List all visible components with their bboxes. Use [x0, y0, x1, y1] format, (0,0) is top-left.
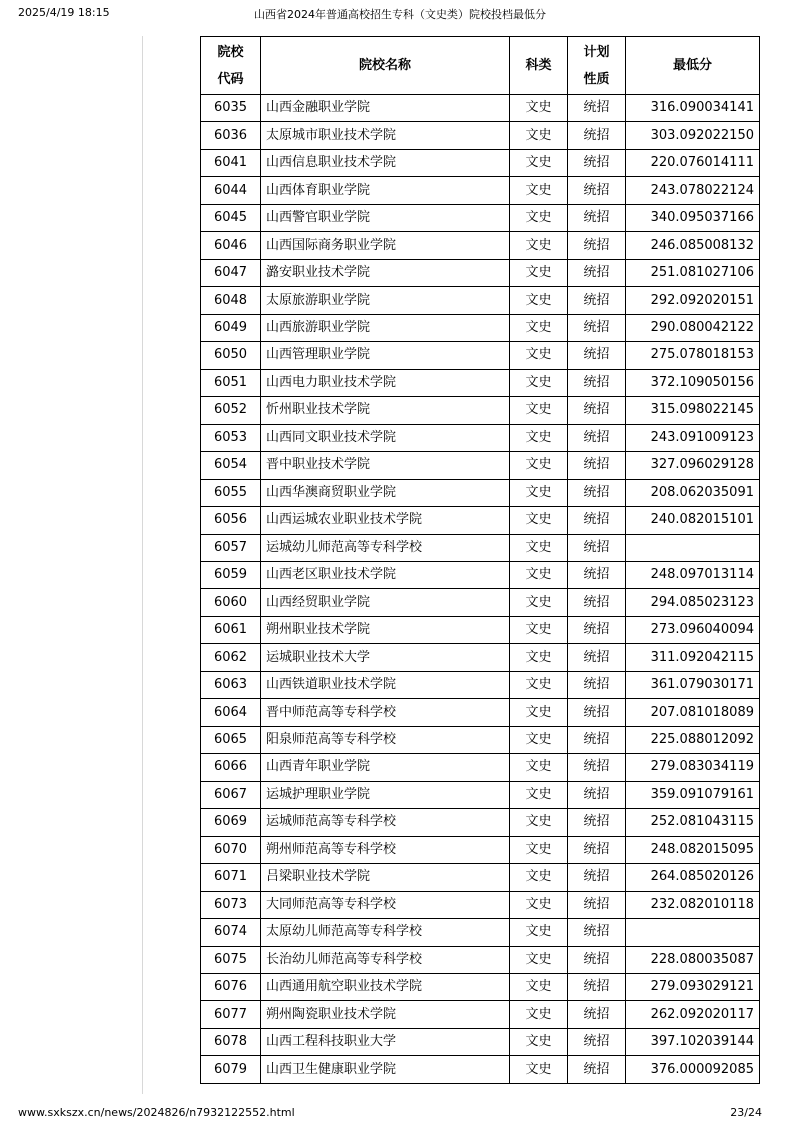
- cell-name: 山西金融职业学院: [261, 95, 510, 122]
- cell-name: 阳泉师范高等专科学校: [261, 726, 510, 753]
- cell-name: 山西铁道职业技术学院: [261, 671, 510, 698]
- cell-score: 273.096040094: [626, 616, 760, 643]
- cell-plan: 统招: [568, 671, 626, 698]
- cell-code: 6061: [201, 616, 261, 643]
- cell-score: 290.080042122: [626, 314, 760, 341]
- header-name: 院校名称: [261, 37, 510, 95]
- cell-name: 山西信息职业技术学院: [261, 149, 510, 176]
- cell-category: 文史: [510, 95, 568, 122]
- cell-category: 文史: [510, 342, 568, 369]
- table-row: [201, 974, 760, 1001]
- page-url: www.sxkszx.cn/news/2024826/n7932122552.html: [18, 1106, 295, 1119]
- cell-score: 361.079030171: [626, 671, 760, 698]
- cell-code: 6073: [201, 891, 261, 918]
- cell-plan: 统招: [568, 259, 626, 286]
- cell-category: 文史: [510, 397, 568, 424]
- cell-score: 315.098022145: [626, 397, 760, 424]
- cell-category: 文史: [510, 534, 568, 561]
- cell-plan: 统招: [568, 781, 626, 808]
- cell-plan: 统招: [568, 397, 626, 424]
- cell-code: 6074: [201, 919, 261, 946]
- cell-plan: 统招: [568, 809, 626, 836]
- cell-score: 208.062035091: [626, 479, 760, 506]
- page-number: 23/24: [730, 1106, 762, 1119]
- cell-name: 山西经贸职业学院: [261, 589, 510, 616]
- cell-score: 340.095037166: [626, 204, 760, 231]
- cell-name: 山西卫生健康职业学院: [261, 1056, 510, 1083]
- cell-code: 6077: [201, 1001, 261, 1028]
- cell-category: 文史: [510, 452, 568, 479]
- cell-score: 207.081018089: [626, 699, 760, 726]
- cell-code: 6069: [201, 809, 261, 836]
- cell-code: 6059: [201, 561, 261, 588]
- cell-score: 243.091009123: [626, 424, 760, 451]
- cell-plan: 统招: [568, 1001, 626, 1028]
- table-row: [201, 259, 760, 286]
- cell-plan: 统招: [568, 754, 626, 781]
- table-row: [201, 507, 760, 534]
- table-row: [201, 342, 760, 369]
- cell-category: 文史: [510, 1001, 568, 1028]
- cell-score: 327.096029128: [626, 452, 760, 479]
- cell-plan: 统招: [568, 974, 626, 1001]
- cell-category: 文史: [510, 864, 568, 891]
- header-code-line2: 代码: [217, 71, 244, 87]
- table-row: [201, 891, 760, 918]
- cell-name: 山西运城农业职业技术学院: [261, 507, 510, 534]
- cell-code: 6067: [201, 781, 261, 808]
- table-row: [201, 836, 760, 863]
- cell-code: 6056: [201, 507, 261, 534]
- cell-category: 文史: [510, 836, 568, 863]
- cell-code: 6062: [201, 644, 261, 671]
- cell-code: 6076: [201, 974, 261, 1001]
- table-row: [201, 644, 760, 671]
- cell-score: 251.081027106: [626, 259, 760, 286]
- cell-plan: 统招: [568, 864, 626, 891]
- cell-plan: 统招: [568, 1028, 626, 1055]
- table-row: [201, 452, 760, 479]
- cell-category: 文史: [510, 781, 568, 808]
- cell-code: 6071: [201, 864, 261, 891]
- cell-plan: 统招: [568, 726, 626, 753]
- table-header-row: [201, 37, 760, 95]
- cell-score: 248.097013114: [626, 561, 760, 588]
- header-score: 最低分: [626, 37, 760, 95]
- cell-code: 6052: [201, 397, 261, 424]
- cell-name: 太原城市职业技术学院: [261, 122, 510, 149]
- table-row: [201, 726, 760, 753]
- cell-name: 山西体育职业学院: [261, 177, 510, 204]
- cell-score: 275.078018153: [626, 342, 760, 369]
- cell-category: 文史: [510, 424, 568, 451]
- cell-plan: 统招: [568, 836, 626, 863]
- cell-plan: 统招: [568, 946, 626, 973]
- table-row: [201, 204, 760, 231]
- header-plan: [568, 37, 626, 95]
- cell-category: 文史: [510, 204, 568, 231]
- cell-category: 文史: [510, 369, 568, 396]
- cell-plan: 统招: [568, 891, 626, 918]
- cell-name: 运城师范高等专科学校: [261, 809, 510, 836]
- cell-category: 文史: [510, 946, 568, 973]
- cell-name: 山西国际商务职业学院: [261, 232, 510, 259]
- cell-plan: 统招: [568, 369, 626, 396]
- margin-divider: [142, 36, 143, 1094]
- cell-category: 文史: [510, 974, 568, 1001]
- cell-code: 6075: [201, 946, 261, 973]
- table-row: [201, 534, 760, 561]
- cell-code: 6066: [201, 754, 261, 781]
- cell-code: 6036: [201, 122, 261, 149]
- cell-code: 6046: [201, 232, 261, 259]
- page-title: 山西省2024年普通高校招生专科（文史类）院校投档最低分: [254, 8, 546, 21]
- cell-name: 吕梁职业技术学院: [261, 864, 510, 891]
- cell-plan: 统招: [568, 95, 626, 122]
- table-row: [201, 699, 760, 726]
- cell-code: 6049: [201, 314, 261, 341]
- cell-plan: 统招: [568, 452, 626, 479]
- table-row: [201, 1028, 760, 1055]
- table-row: [201, 671, 760, 698]
- cell-score: 240.082015101: [626, 507, 760, 534]
- cell-plan: 统招: [568, 616, 626, 643]
- cell-category: 文史: [510, 177, 568, 204]
- cell-code: 6045: [201, 204, 261, 231]
- cell-category: 文史: [510, 754, 568, 781]
- cell-category: 文史: [510, 1056, 568, 1083]
- table-row: [201, 589, 760, 616]
- header-code-line1: 院校: [217, 44, 244, 60]
- cell-name: 太原旅游职业学院: [261, 287, 510, 314]
- cell-score: 292.092020151: [626, 287, 760, 314]
- cell-score: 243.078022124: [626, 177, 760, 204]
- cell-name: 山西老区职业技术学院: [261, 561, 510, 588]
- cell-category: 文史: [510, 561, 568, 588]
- cell-category: 文史: [510, 644, 568, 671]
- cell-name: 长治幼儿师范高等专科学校: [261, 946, 510, 973]
- cell-plan: 统招: [568, 919, 626, 946]
- cell-code: 6054: [201, 452, 261, 479]
- table-row: [201, 287, 760, 314]
- cell-plan: 统招: [568, 507, 626, 534]
- cell-score: 359.091079161: [626, 781, 760, 808]
- cell-score: 262.092020117: [626, 1001, 760, 1028]
- cell-plan: 统招: [568, 122, 626, 149]
- cell-score: 376.000092085: [626, 1056, 760, 1083]
- cell-score: 220.076014111: [626, 149, 760, 176]
- cell-name: 山西旅游职业学院: [261, 314, 510, 341]
- cell-score: 232.082010118: [626, 891, 760, 918]
- cell-plan: 统招: [568, 149, 626, 176]
- header-code: [201, 37, 261, 95]
- cell-code: 6051: [201, 369, 261, 396]
- cell-code: 6050: [201, 342, 261, 369]
- cell-category: 文史: [510, 671, 568, 698]
- cell-name: 潞安职业技术学院: [261, 259, 510, 286]
- cell-category: 文史: [510, 287, 568, 314]
- cell-name: 朔州陶瓷职业技术学院: [261, 1001, 510, 1028]
- cell-name: 朔州师范高等专科学校: [261, 836, 510, 863]
- cell-name: 山西工程科技职业大学: [261, 1028, 510, 1055]
- cell-plan: 统招: [568, 232, 626, 259]
- cell-code: 6047: [201, 259, 261, 286]
- table-row: [201, 122, 760, 149]
- cell-category: 文史: [510, 122, 568, 149]
- table-row: [201, 781, 760, 808]
- cell-name: 山西电力职业技术学院: [261, 369, 510, 396]
- cell-category: 文史: [510, 479, 568, 506]
- cell-code: 6079: [201, 1056, 261, 1083]
- cell-name: 山西青年职业学院: [261, 754, 510, 781]
- cell-code: 6064: [201, 699, 261, 726]
- cell-plan: 统招: [568, 314, 626, 341]
- cell-score: [626, 534, 760, 561]
- cell-plan: 统招: [568, 479, 626, 506]
- cell-score: 397.102039144: [626, 1028, 760, 1055]
- cell-name: 运城幼儿师范高等专科学校: [261, 534, 510, 561]
- cell-code: 6060: [201, 589, 261, 616]
- cell-name: 忻州职业技术学院: [261, 397, 510, 424]
- cell-category: 文史: [510, 616, 568, 643]
- table-row: [201, 424, 760, 451]
- cell-name: 朔州职业技术学院: [261, 616, 510, 643]
- cell-score: 279.093029121: [626, 974, 760, 1001]
- table-row: [201, 754, 760, 781]
- cell-score: 225.088012092: [626, 726, 760, 753]
- cell-name: 晋中师范高等专科学校: [261, 699, 510, 726]
- cell-name: 运城职业技术大学: [261, 644, 510, 671]
- table-row: [201, 946, 760, 973]
- cell-score: 316.090034141: [626, 95, 760, 122]
- cell-category: 文史: [510, 726, 568, 753]
- cell-plan: 统招: [568, 424, 626, 451]
- cell-code: 6063: [201, 671, 261, 698]
- cell-name: 大同师范高等专科学校: [261, 891, 510, 918]
- cell-code: 6055: [201, 479, 261, 506]
- cell-category: 文史: [510, 314, 568, 341]
- cell-score: 246.085008132: [626, 232, 760, 259]
- cell-category: 文史: [510, 809, 568, 836]
- cell-plan: 统招: [568, 589, 626, 616]
- header-plan-line2: 性质: [583, 71, 610, 87]
- table-row: [201, 809, 760, 836]
- cell-name: 运城护理职业学院: [261, 781, 510, 808]
- table-row: [201, 232, 760, 259]
- cell-category: 文史: [510, 259, 568, 286]
- cell-plan: 统招: [568, 644, 626, 671]
- cell-score: 264.085020126: [626, 864, 760, 891]
- table-row: [201, 95, 760, 122]
- cell-plan: 统招: [568, 534, 626, 561]
- table-row: [201, 919, 760, 946]
- cell-name: 太原幼儿师范高等专科学校: [261, 919, 510, 946]
- table-row: [201, 149, 760, 176]
- cell-name: 山西管理职业学院: [261, 342, 510, 369]
- cell-score: 311.092042115: [626, 644, 760, 671]
- table-row: [201, 369, 760, 396]
- cell-score: 303.092022150: [626, 122, 760, 149]
- cell-name: 山西通用航空职业技术学院: [261, 974, 510, 1001]
- cell-category: 文史: [510, 699, 568, 726]
- cell-code: 6041: [201, 149, 261, 176]
- cell-score: [626, 919, 760, 946]
- table-row: [201, 314, 760, 341]
- table-row: [201, 1001, 760, 1028]
- cell-category: 文史: [510, 232, 568, 259]
- cell-code: 6078: [201, 1028, 261, 1055]
- cell-category: 文史: [510, 589, 568, 616]
- cell-score: 252.081043115: [626, 809, 760, 836]
- cell-category: 文史: [510, 1028, 568, 1055]
- cell-code: 6070: [201, 836, 261, 863]
- score-table: [200, 36, 760, 1084]
- cell-category: 文史: [510, 919, 568, 946]
- cell-plan: 统招: [568, 1056, 626, 1083]
- cell-code: 6053: [201, 424, 261, 451]
- cell-code: 6057: [201, 534, 261, 561]
- cell-category: 文史: [510, 891, 568, 918]
- cell-score: 248.082015095: [626, 836, 760, 863]
- cell-name: 山西警官职业学院: [261, 204, 510, 231]
- cell-category: 文史: [510, 149, 568, 176]
- cell-plan: 统招: [568, 204, 626, 231]
- cell-plan: 统招: [568, 177, 626, 204]
- table-row: [201, 616, 760, 643]
- print-datetime: 2025/4/19 18:15: [18, 6, 110, 19]
- cell-category: 文史: [510, 507, 568, 534]
- table-row: [201, 561, 760, 588]
- table-row: [201, 479, 760, 506]
- table-row: [201, 1056, 760, 1083]
- cell-score: 372.109050156: [626, 369, 760, 396]
- cell-plan: 统招: [568, 287, 626, 314]
- cell-score: 279.083034119: [626, 754, 760, 781]
- cell-code: 6048: [201, 287, 261, 314]
- cell-score: 228.080035087: [626, 946, 760, 973]
- header-category: 科类: [510, 37, 568, 95]
- cell-name: 山西同文职业技术学院: [261, 424, 510, 451]
- table-row: [201, 397, 760, 424]
- header-plan-line1: 计划: [583, 44, 610, 60]
- cell-code: 6065: [201, 726, 261, 753]
- cell-code: 6044: [201, 177, 261, 204]
- cell-name: 晋中职业技术学院: [261, 452, 510, 479]
- cell-plan: 统招: [568, 699, 626, 726]
- cell-plan: 统招: [568, 342, 626, 369]
- cell-score: 294.085023123: [626, 589, 760, 616]
- cell-name: 山西华澳商贸职业学院: [261, 479, 510, 506]
- table-row: [201, 177, 760, 204]
- cell-plan: 统招: [568, 561, 626, 588]
- table-row: [201, 864, 760, 891]
- cell-code: 6035: [201, 95, 261, 122]
